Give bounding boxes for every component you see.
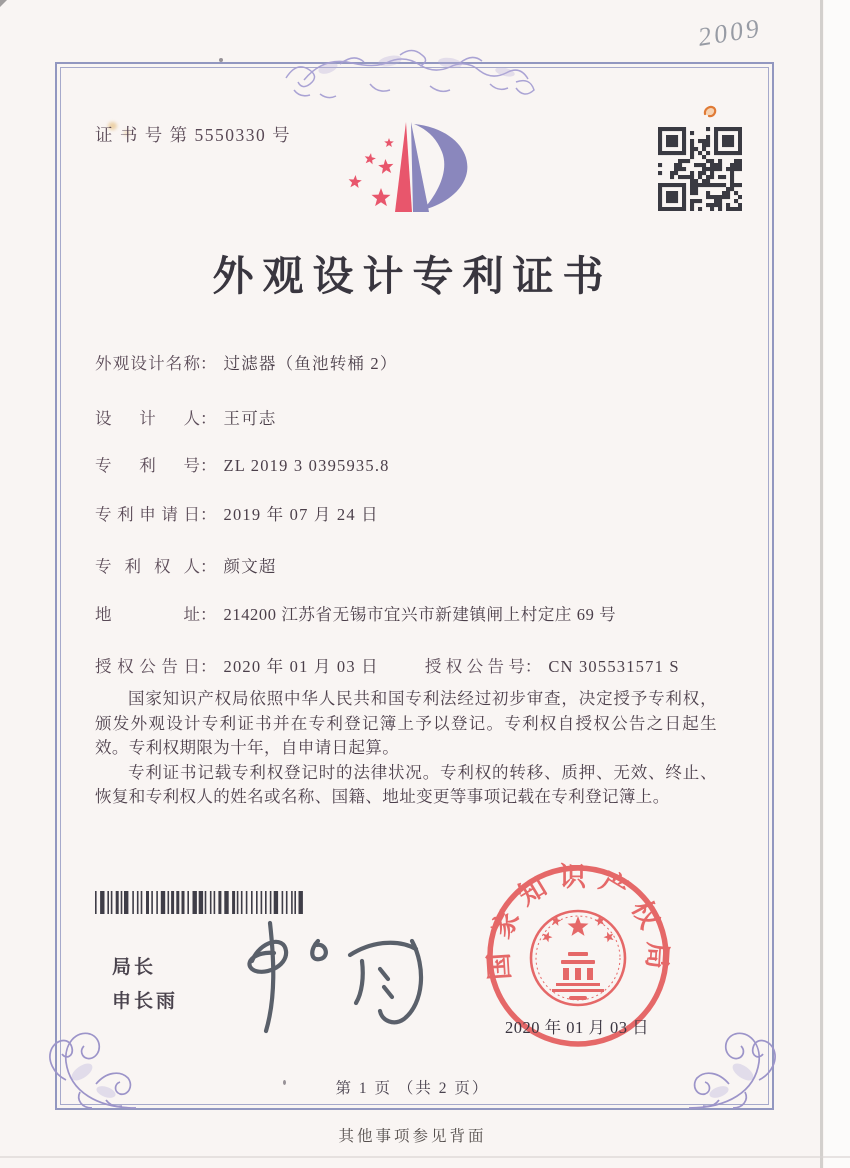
page-bottom-edge [0, 1156, 850, 1158]
field-patentee [95, 553, 277, 577]
field-grant-row [95, 653, 680, 677]
field-value: 2019 年 07 月 24 日 [223, 505, 379, 524]
field-label: 地址 [95, 605, 200, 624]
scan-margin [824, 0, 850, 1168]
logo-red-spike [395, 122, 412, 212]
director-block [112, 951, 178, 1019]
director-title: 局长 [112, 957, 157, 978]
certificate-body [95, 687, 717, 810]
field-value: ZL 2019 3 0395935.8 [223, 456, 390, 475]
pagination: 第 1 页 （共 2 页） [335, 1080, 490, 1097]
field-colon: ： [200, 409, 217, 428]
qr-code [658, 127, 742, 211]
corner-flourish-left [36, 1022, 141, 1114]
scan-corner-mark [0, 0, 7, 7]
field-patent-number [95, 452, 390, 476]
director-signature [222, 915, 440, 1037]
seal-emblem [531, 911, 625, 1005]
field-address [95, 601, 616, 625]
field-label: 授权公告日 [95, 657, 200, 676]
field-colon: ： [524, 657, 542, 676]
field-colon: ： [200, 456, 217, 475]
cnipa-logo [333, 98, 515, 238]
field-value: 2020 年 01 月 03 日 [223, 657, 379, 676]
field-colon: ： [200, 505, 217, 524]
field-designer [95, 405, 277, 429]
body-paragraph-2: 专利证书记载专利权登记时的法律状况。专利权的转移、质押、无效、终止、恢复和专利权人的姓名或名称、国籍、地址变更等事项记载在专利登记簿上。 [95, 762, 717, 807]
field-value: 颜文超 [223, 557, 277, 576]
field-label: 专利权人 [95, 557, 200, 576]
seal-text: 国家知识产权局 [483, 862, 673, 981]
field-design-name [95, 350, 398, 374]
field-colon: ： [200, 557, 217, 576]
field-colon: ： [200, 605, 217, 624]
field-value: 王可志 [223, 409, 277, 428]
field-filing-date [95, 501, 379, 525]
seal-date: 2020 年 01 月 03 日 [505, 1018, 650, 1037]
barcode [95, 891, 310, 914]
field-colon: ： [200, 657, 217, 676]
field-value: 214200 江苏省无锡市宜兴市新建镇闸上村定庄 69 号 [223, 605, 617, 624]
back-note: 其他事项参见背面 [338, 1128, 487, 1145]
orange-pen-mark [702, 104, 718, 120]
director-name: 申长雨 [112, 991, 179, 1012]
field-value: 过滤器（鱼池转桶 2） [223, 354, 398, 373]
field-label: 专利申请日 [95, 505, 200, 524]
certificate-title: 外观设计专利证书 [212, 253, 613, 299]
field-label: 设计人 [95, 409, 200, 428]
logo-purple-spike [411, 122, 429, 212]
handwritten-note: 2009 [696, 13, 764, 52]
body-paragraph-1: 国家知识产权局依照中华人民共和国专利法经过初步审查，决定授予专利权，颁发外观设计专利证书并在专利登记簿上予以登记。专利权自授权公告之日起生效。专利权期限为十年，自申请日起算。 [95, 689, 717, 758]
field-label: 授权公告号 [424, 657, 525, 676]
field-colon: ： [200, 354, 217, 373]
corner-flourish-right [684, 1022, 789, 1114]
field-label: 外观设计名称 [95, 354, 200, 373]
field-value: CN 305531571 S [548, 657, 680, 676]
certificate-number: 证 书 号 第 5550330 号 [95, 125, 292, 145]
page-edge [820, 0, 823, 1168]
logo-stars [349, 138, 394, 206]
field-label: 专利号 [95, 456, 200, 475]
